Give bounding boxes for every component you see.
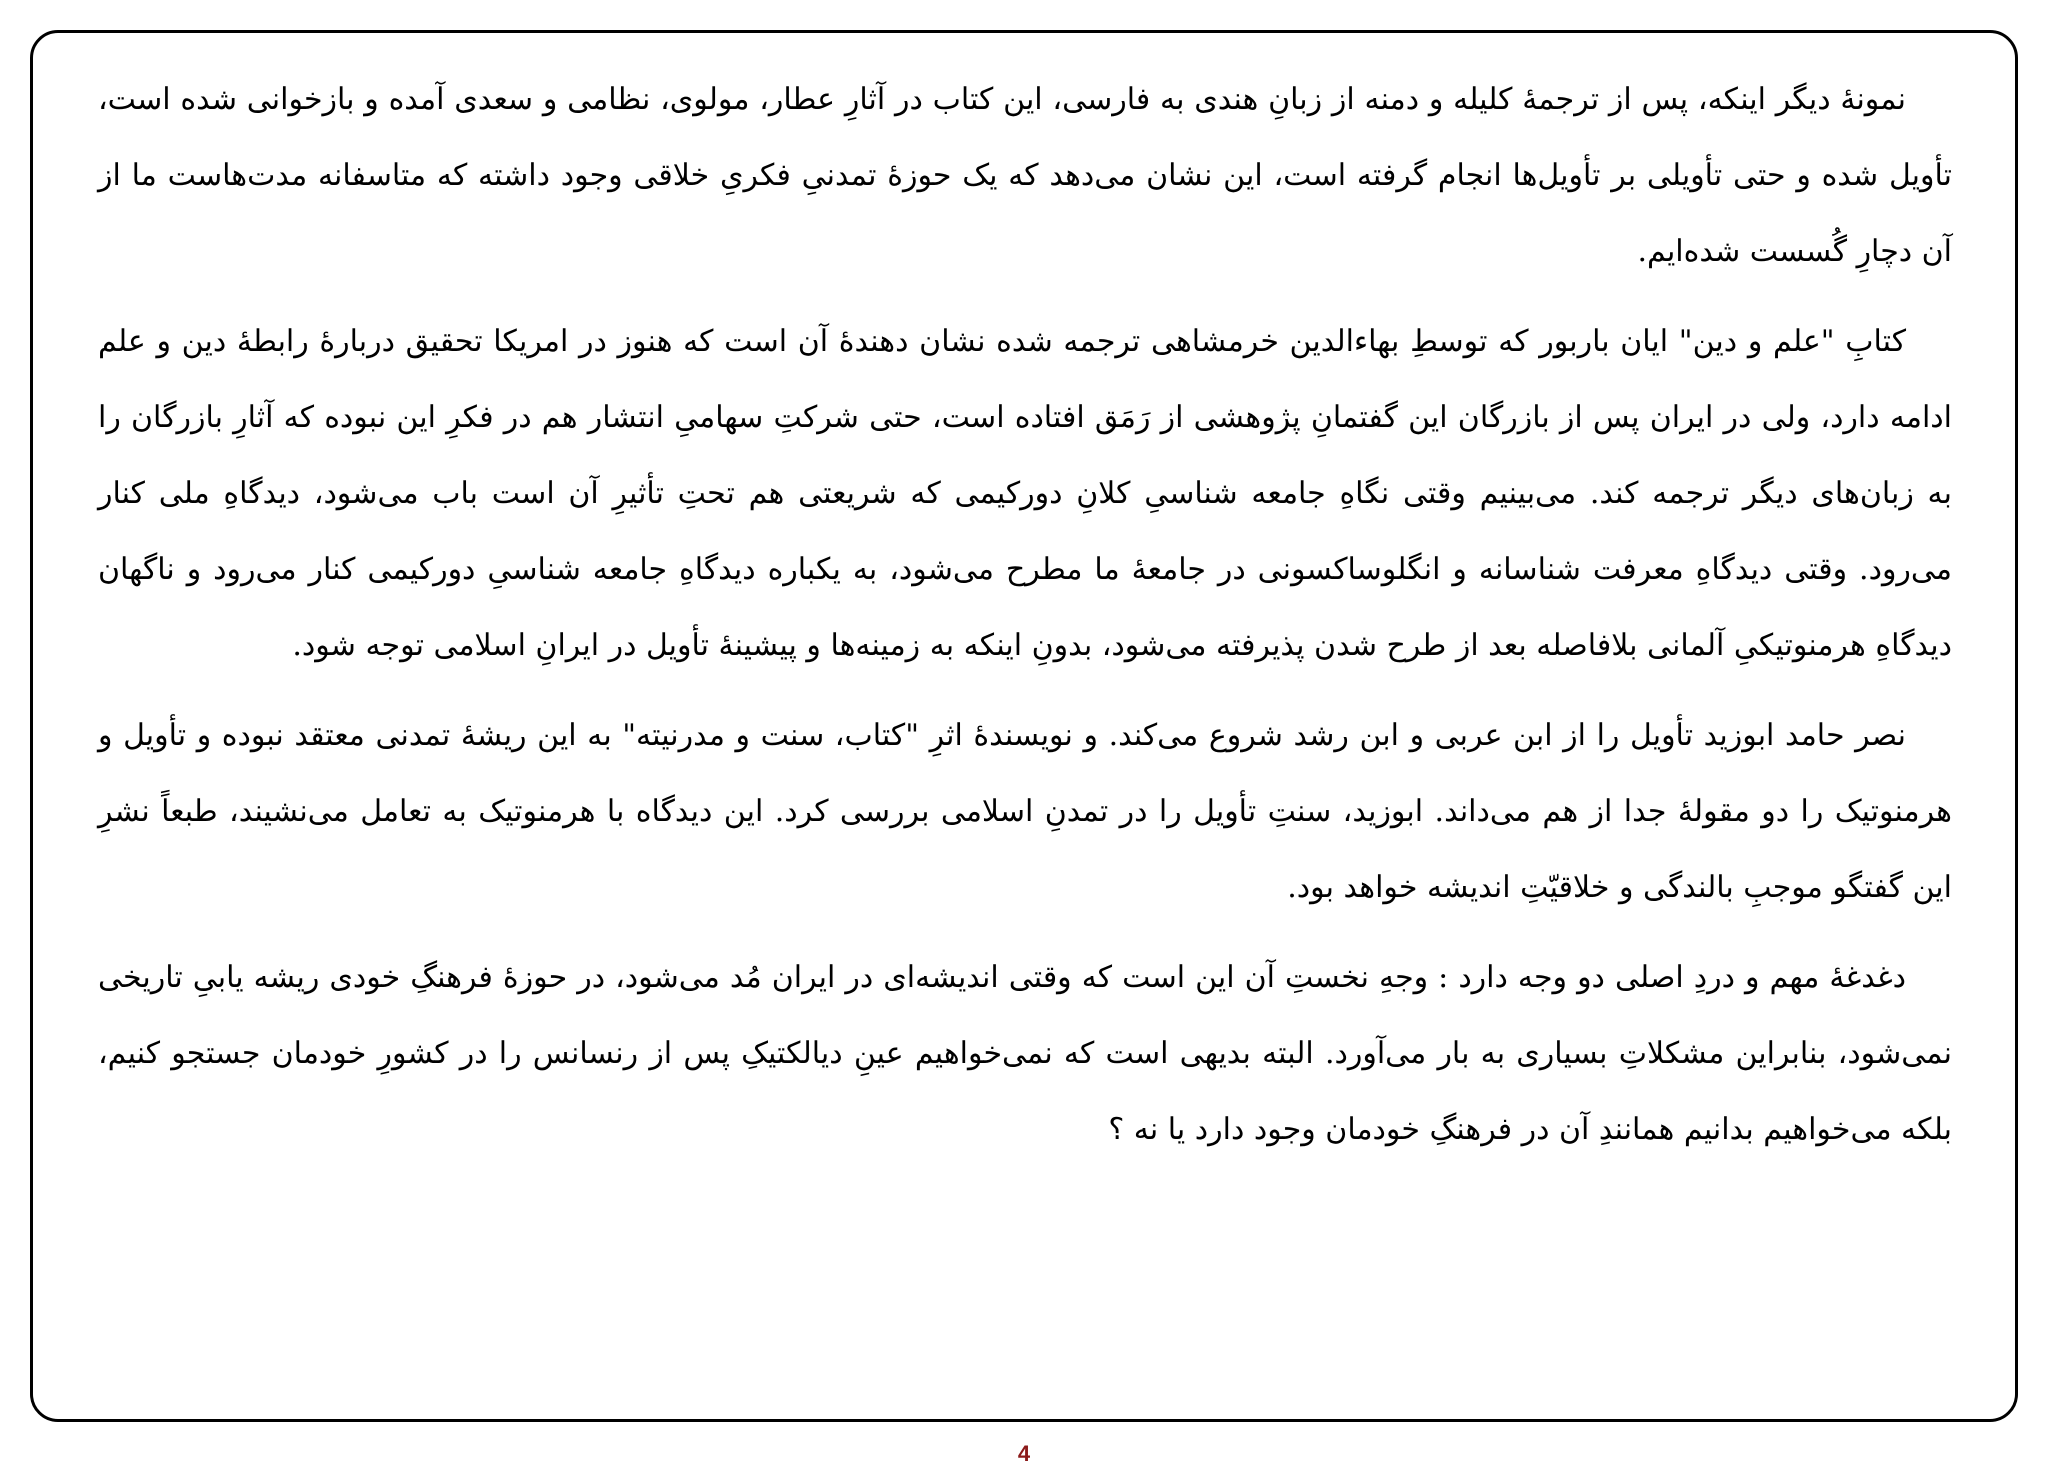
paragraph-1: نمونهٔ دیگر اینکه، پس از ترجمهٔ کلیله و دمنه از زبانِ هندی به فارسی، این کتاب در آثارِ عطار، مولوی، نظامی و سعدی آمده و بازخوانی شده است، تأویل شده و حتی تأویلی بر تأویل‌ها انجام گرفته است، این نشان می‌دهد که یک حوزهٔ تمدنیِ فکریِ خلاقی وجود داشته که متاسفانه مدت‌هاست ما از آن دچارِ گُسست شده‌ایم. — [98, 82, 1952, 269]
paragraph-2: کتابِ "علم و دین" ایان باربور که توسطِ بهاءالدین خرمشاهی ترجمه شده نشان دهندهٔ آن است که هنوز در امریکا تحقیق دربارهٔ رابطهٔ دین و علم ادامه دارد، ولی در ایران پس از بازرگان این گفتمانِ پژوهشی از رَمَق افتاده است، حتی شرکتِ سهامیِ انتشار هم در فکرِ این نبوده که آثارِ بازرگان را به زبان‌های دیگر ترجمه کند. می‌بینیم وقتی نگاهِ جامعه شناسیِ کلانِ دورکیمی که شریعتی هم تحتِ تأثیرِ آن است باب می‌شود، دیدگاهِ ملی کنار می‌رود. وقتی دیدگاهِ معرفت شناسانه و انگلوساکسونی در جامعهٔ ما مطرح می‌شود، به یکباره دیدگاهِ جامعه شناسیِ دورکیمی کنار می‌رود و ناگهان دیدگاهِ هرمنوتیکیِ آلمانی بلافاصله بعد از طرح شدن پذیرفته می‌شود، بدونِ اینکه به زمینه‌ها و پیشینهٔ تأویل در ایرانِ اسلامی توجه شود. — [98, 324, 1952, 663]
page-number: 4 — [1017, 1441, 1031, 1466]
document-body — [98, 62, 1952, 1182]
paragraph-3: نصر حامد ابوزید تأویل را از ابن عربی و ابن رشد شروع می‌کند. و نویسندهٔ اثرِ "کتاب، سنت و مدرنیته" به این ریشهٔ تمدنی معتقد نبوده و تأویل و هرمنوتیک را دو مقولهٔ جدا از هم می‌داند. ابوزید، سنتِ تأویل را در تمدنِ اسلامی بررسی کرد. این دیدگاه با هرمنوتیک به تعامل می‌نشیند، طبعاً نشرِ این گفتگو موجبِ بالندگی و خلاقیّتِ اندیشه خواهد بود. — [98, 718, 1952, 905]
paragraph-4: دغدغهٔ مهم و دردِ اصلی دو وجه دارد : وجهِ نخستِ آن این است که وقتی اندیشه‌ای در ایران مُد می‌شود، در حوزهٔ فرهنگِ خودی ریشه یابیِ تاریخی نمی‌شود، بنابراین مشکلاتِ بسیاری به بار می‌آورد. البته بدیهی است که نمی‌خواهیم عینِ دیالکتیکِ پس از رنسانس را در کشورِ خودمان جستجو کنیم، بلکه می‌خواهیم بدانیم همانندِ آن در فرهنگِ خودمان وجود دارد یا نه ؟ — [98, 960, 1952, 1147]
